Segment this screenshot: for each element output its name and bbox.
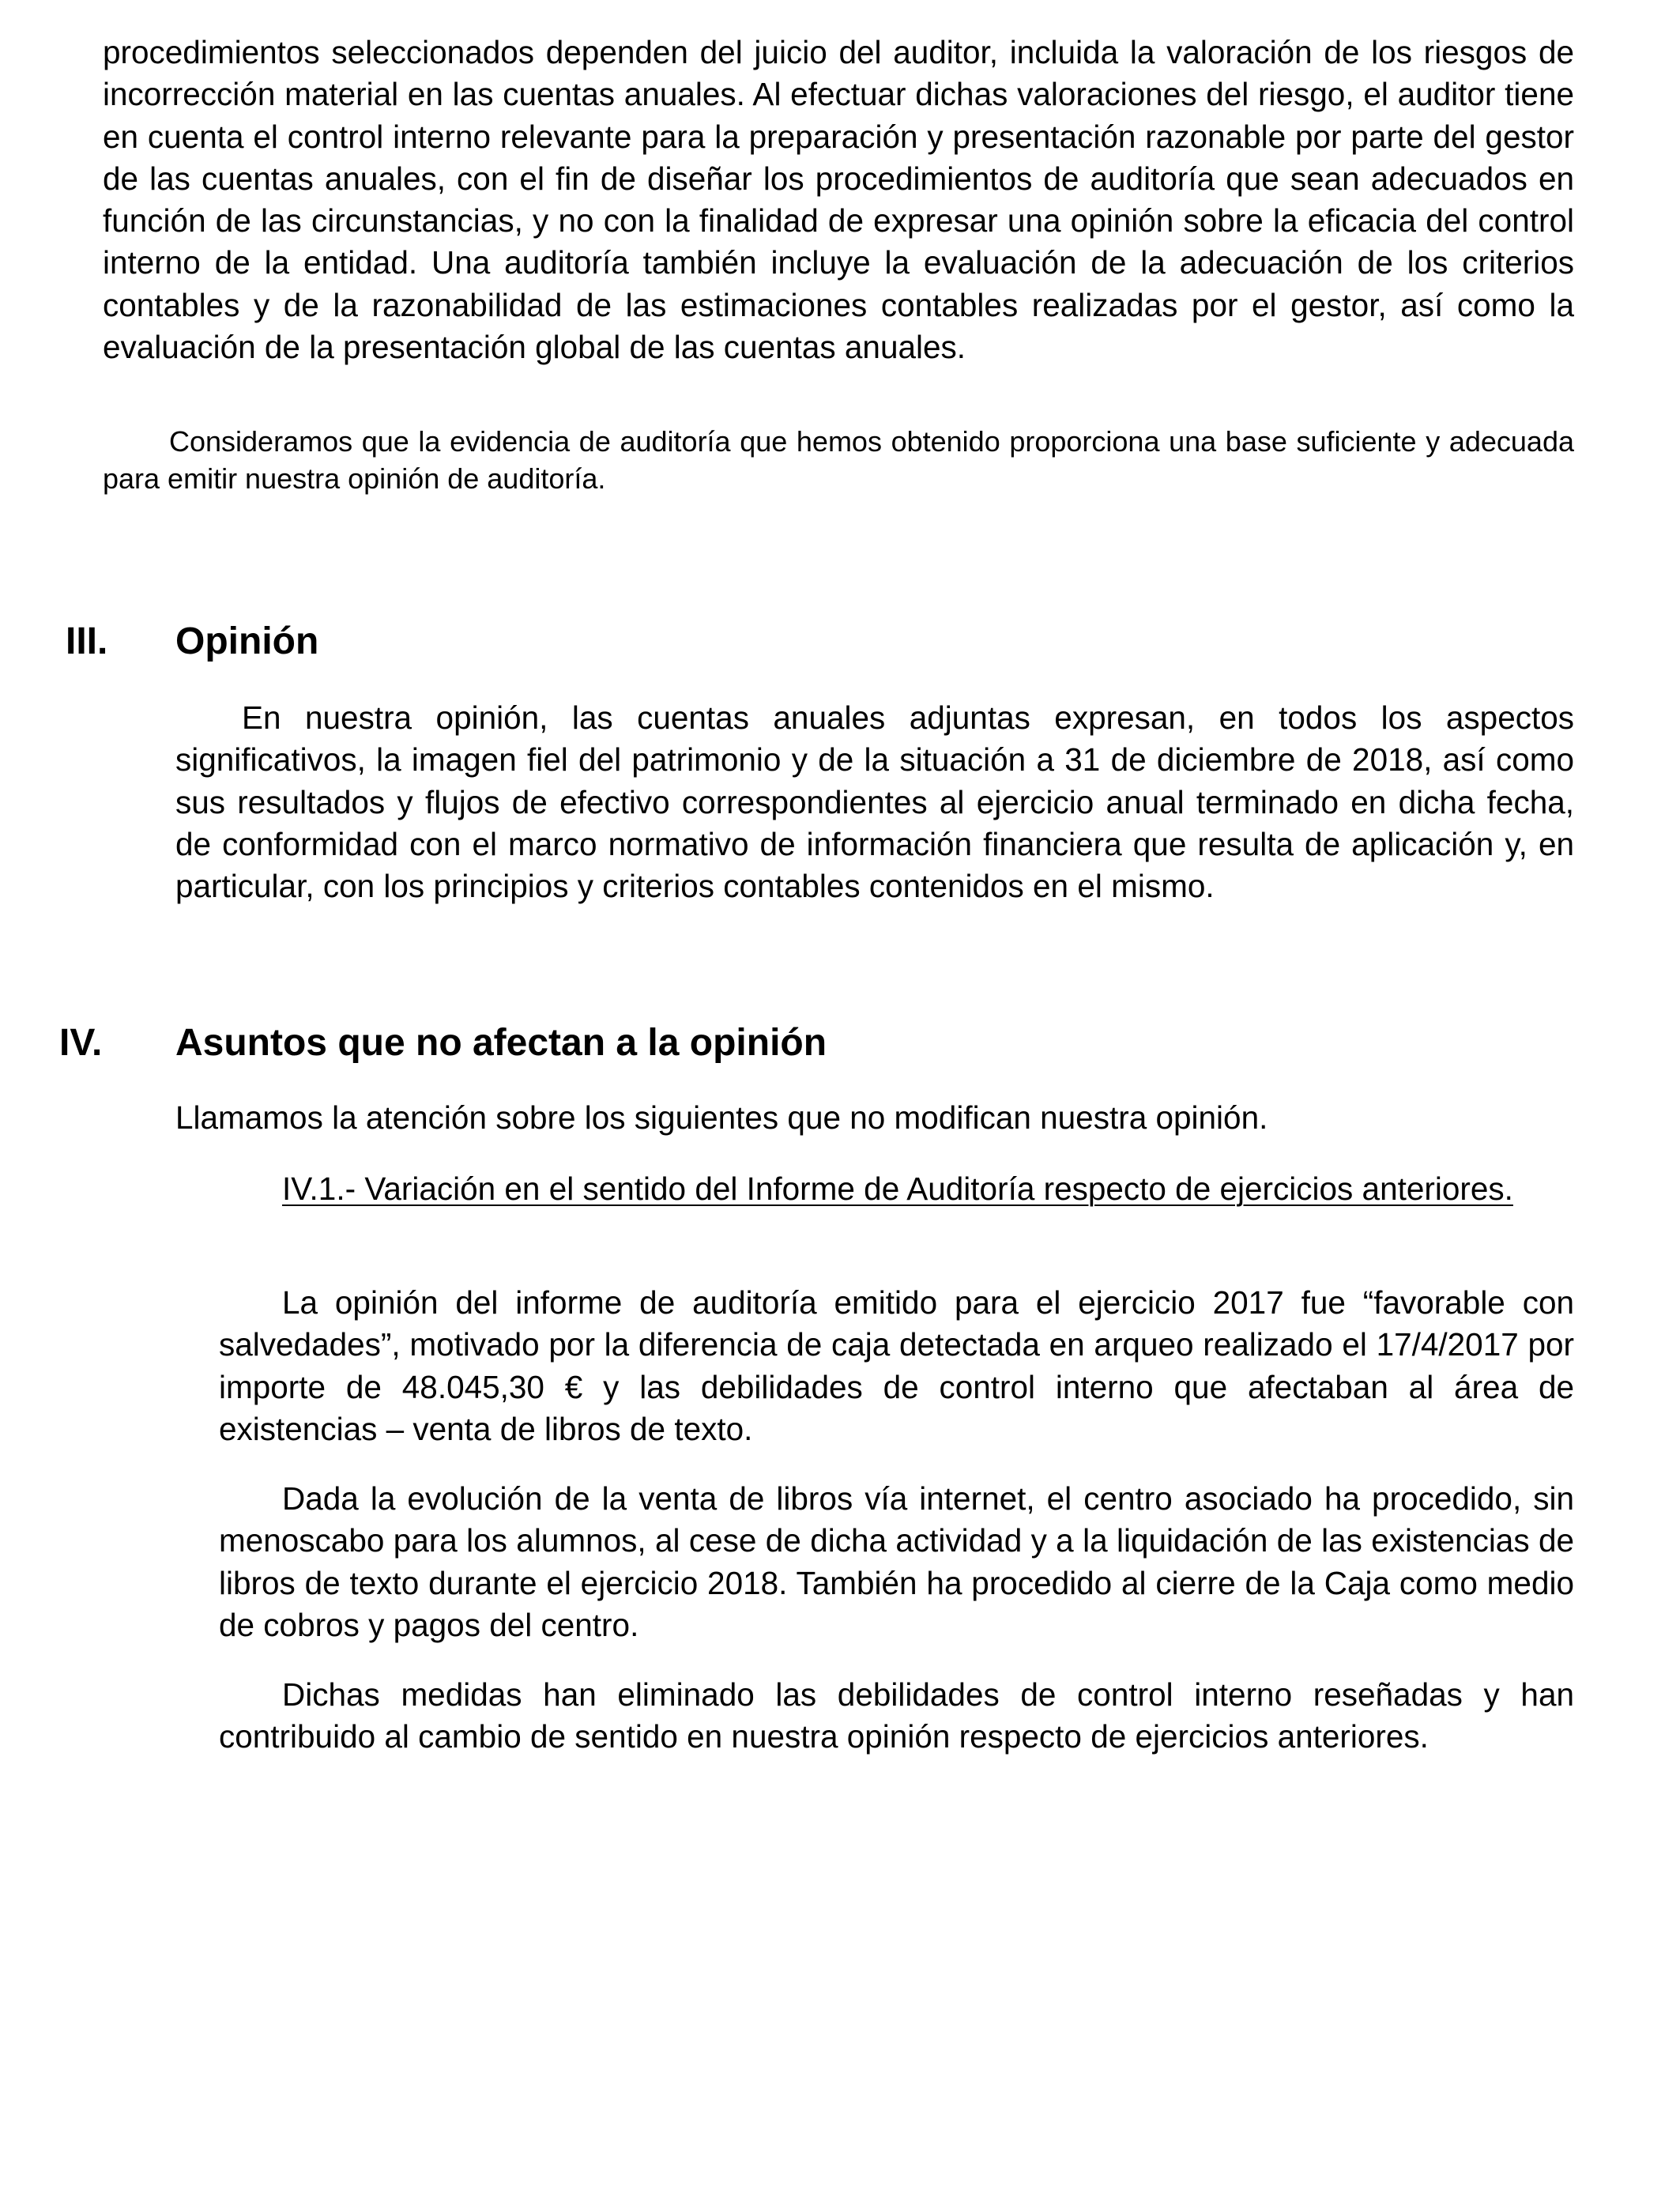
subsection-title-variation: IV.1.- Variación en el sentido del Informe de Auditoría respecto de ejercicios anteriores. [282,1171,1513,1207]
section-title-opinion: Opinión [175,620,319,662]
paragraph-matters-intro: Llamamos la atención sobre los siguientes que no modifican nuestra opinión. [175,1099,1268,1136]
section-number-opinion: III. [66,620,108,662]
paragraph-audit-procedures: procedimientos seleccionados dependen del juicio del auditor, incluida la valoración de los riesgos de incorrección material en las cuentas anuales. Al efectuar dichas valoraciones del riesgo, el auditor tiene en cuenta el control interno relevante para la preparación y presentación razonable por parte del gestor de las cuentas anuales, con el fin de diseñar los procedimientos de auditoría que sean adecuados en función de las circunstancias, y no con la finalidad de expresar una opinión sobre la eficacia del control interno de la entidad. Una auditoría también incluye la evaluación de la adecuación de los criterios contables y de la razonabilidad de las estimaciones contables realizadas por el gestor, así como la evaluación de la presentación global de las cuentas anuales. [103,34,1574,366]
paragraph-audit-evidence: Consideramos que la evidencia de auditoría que hemos obtenido proporciona una base suficiente y adecuada para emitir nuestra opinión de auditoría. [103,425,1574,495]
paragraph-2017-opinion: La opinión del informe de auditoría emitido para el ejercicio 2017 fue “favorable con salvedades”, motivado por la diferencia de caja detectada en arqueo realizado el 17/4/2017 por importe de 48.045,30 € y las debilidades de control interno que afectaban al área de existencias – venta de libros de texto. [219,1284,1574,1447]
paragraph-measures: Dichas medidas han eliminado las debilidades de control interno reseñadas y han contribuido al cambio de sentido en nuestra opinión respecto de ejercicios anteriores. [219,1676,1574,1755]
section-number-matters: IV. [59,1022,103,1064]
section-title-matters: Asuntos que no afectan a la opinión [175,1022,827,1064]
paragraph-opinion: En nuestra opinión, las cuentas anuales adjuntas expresan, en todos los aspectos significativos, la imagen fiel del patrimonio y de la situación a 31 de diciembre de 2018, así como sus resultados y flujos de efectivo correspondientes al ejercicio anual terminado en dicha fecha, de conformidad con el marco normativo de información financiera que resulta de aplicación y, en particular, con los principios y criterios contables contenidos en el mismo. [175,699,1574,905]
paragraph-book-sales: Dada la evolución de la venta de libros vía internet, el centro asociado ha procedido, sin menoscabo para los alumnos, al cese de dicha actividad y a la liquidación de las existencias de libros de texto durante el ejercicio 2018. También ha procedido al cierre de la Caja como medio de cobros y pagos del centro. [219,1480,1574,1643]
